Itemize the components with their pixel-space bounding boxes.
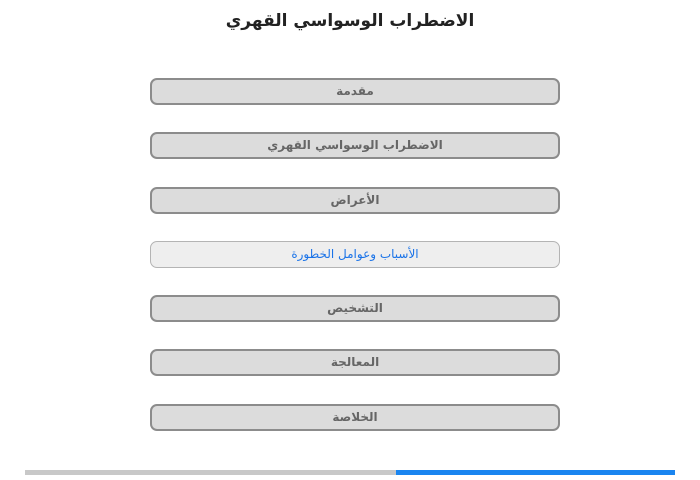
- menu-item-causes-risk-factors[interactable]: الأسباب وعوامل الخطورة: [150, 241, 560, 268]
- menu-item-ocd[interactable]: الاضطراب الوسواسي القهري: [150, 132, 560, 159]
- menu-item-introduction[interactable]: مقدمة: [150, 78, 560, 105]
- menu-item-summary[interactable]: الخلاصة: [150, 404, 560, 431]
- menu-item-diagnosis[interactable]: التشخيص: [150, 295, 560, 322]
- page-title: الاضطراب الوسواسي القهري: [225, 11, 475, 31]
- section-menu: [150, 78, 560, 458]
- menu-item-symptoms[interactable]: الأعراض: [150, 187, 560, 214]
- progress-bar: [25, 470, 675, 475]
- progress-bar-fill: [396, 470, 676, 475]
- menu-item-treatment[interactable]: المعالجة: [150, 349, 560, 376]
